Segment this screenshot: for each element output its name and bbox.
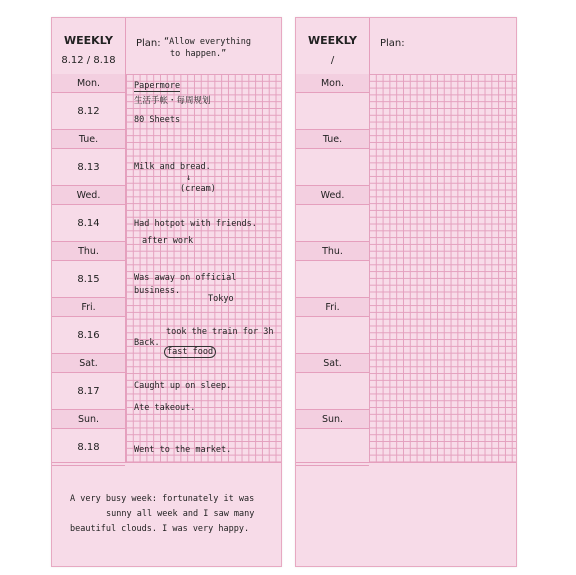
summary-box[interactable] (296, 462, 516, 567)
summary-line: sunny all week and I saw many (106, 509, 255, 519)
note-fri-train: took the train for 3h (166, 327, 274, 337)
day-name: Tue. (52, 130, 125, 149)
note-sun: Went to the market. (134, 445, 232, 455)
notes-grid (126, 74, 281, 462)
day-date: 8.16 (52, 317, 125, 354)
day-date-empty[interactable] (296, 429, 369, 466)
week-range: 8.12 / 8.18 (61, 55, 116, 66)
day-date: 8.15 (52, 261, 125, 298)
day-date: 8.17 (52, 373, 125, 410)
day-name: Sun. (52, 410, 125, 429)
day-name: Thu. (52, 242, 125, 261)
day-name: Mon. (296, 74, 369, 93)
weekly-label: WEEKLY (308, 34, 357, 47)
note-tue-cream: (cream) (180, 184, 216, 194)
day-name: Sun. (296, 410, 369, 429)
plan-note-line1: “Allow everything (164, 37, 251, 47)
weekly-planner-right-page (295, 17, 517, 567)
note-sat: Caught up on sleep. (134, 381, 232, 391)
day-date-empty[interactable] (296, 149, 369, 186)
plan-note (164, 36, 279, 60)
header-row (52, 18, 281, 75)
note-mon-title (134, 80, 180, 92)
note-text: Papermore (134, 81, 181, 91)
day-date: 8.12 (52, 93, 125, 130)
note-wed: Had hotpot with friends. (134, 219, 257, 229)
day-name: Sat. (52, 354, 125, 373)
day-name: Wed. (52, 186, 125, 205)
day-column (296, 74, 370, 462)
day-column (52, 74, 126, 462)
note-mon-sheets: 80 Sheets (134, 115, 181, 125)
note-sat-takeout: Ate takeout. (134, 403, 196, 413)
note-text: fast food (164, 346, 216, 358)
note-thu-business: business. (134, 286, 181, 296)
day-name: Thu. (296, 242, 369, 261)
summary-line: A very busy week: fortunately it was (70, 494, 255, 504)
note-mon-subtitle: 生活手帐・每周规划 (134, 96, 211, 106)
note-tue: Milk and bread. (134, 162, 211, 172)
plan-label: Plan: (136, 38, 161, 49)
note-fri-food (164, 346, 216, 358)
summary-box (52, 462, 281, 567)
note-thu-tokyo: Tokyo (208, 294, 234, 304)
summary-line: beautiful clouds. I was very happy. (70, 524, 250, 534)
week-info-cell (296, 18, 370, 74)
weekly-planner-left-page (51, 17, 282, 567)
day-date-empty[interactable] (296, 317, 369, 354)
day-date-empty[interactable] (296, 205, 369, 242)
day-date: 8.18 (52, 429, 125, 466)
day-date: 8.14 (52, 205, 125, 242)
day-date: 8.13 (52, 149, 125, 186)
day-name: Wed. (296, 186, 369, 205)
day-name: Fri. (296, 298, 369, 317)
day-name: Fri. (52, 298, 125, 317)
plan-note-line2: to happen.” (170, 49, 227, 59)
week-summary (70, 493, 270, 538)
day-date-empty[interactable] (296, 261, 369, 298)
note-wed-after: after work (142, 236, 194, 246)
day-name: Tue. (296, 130, 369, 149)
plan-label: Plan: (380, 38, 405, 49)
note-fri-back: Back. (134, 338, 160, 348)
weekly-label: WEEKLY (64, 34, 113, 47)
day-date-empty[interactable] (296, 373, 369, 410)
day-name: Sat. (296, 354, 369, 373)
day-name: Mon. (52, 74, 125, 93)
note-tue-arrow: ↓ (186, 173, 192, 183)
notes-grid[interactable] (369, 74, 516, 462)
week-range: / (330, 55, 335, 66)
header-row (296, 18, 516, 75)
note-thu: Was away on official (134, 273, 237, 283)
day-date-empty[interactable] (296, 93, 369, 130)
week-info-cell (52, 18, 126, 74)
